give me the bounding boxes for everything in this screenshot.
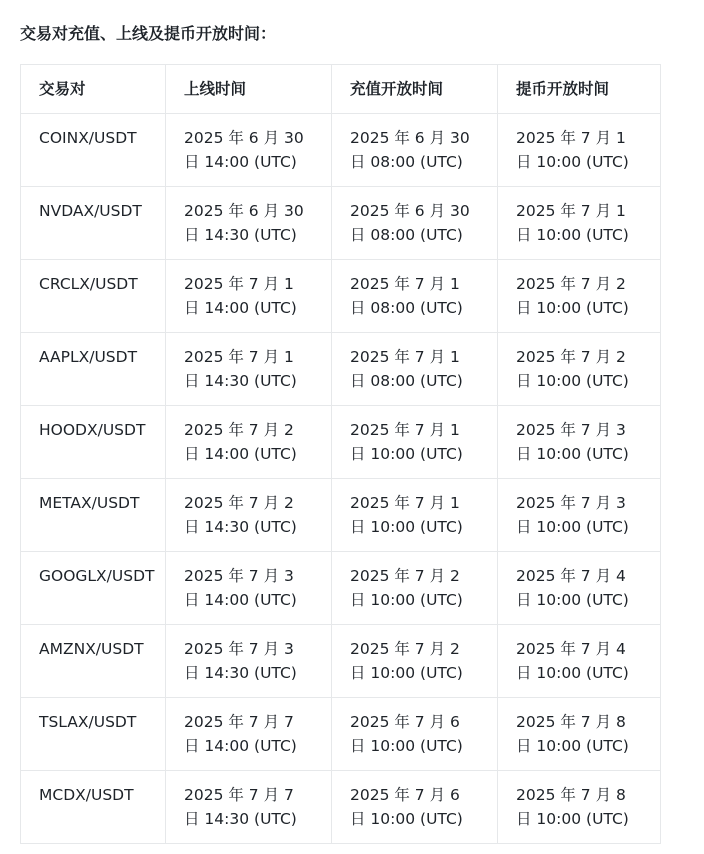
header-deposit-open-time: 充值开放时间 xyxy=(332,65,498,114)
cell-trading-pair: AAPLX/USDT xyxy=(21,333,166,406)
cell-trading-pair: HOODX/USDT xyxy=(21,406,166,479)
cell-listing-time: 2025 年 7 月 3 日 14:30 (UTC) xyxy=(166,625,332,698)
table-row xyxy=(21,406,661,479)
table-row xyxy=(21,698,661,771)
cell-withdrawal-open-time: 2025 年 7 月 4 日 10:00 (UTC) xyxy=(498,625,661,698)
table-row xyxy=(21,333,661,406)
cell-trading-pair: NVDAX/USDT xyxy=(21,187,166,260)
cell-trading-pair: AMZNX/USDT xyxy=(21,625,166,698)
cell-trading-pair: METAX/USDT xyxy=(21,479,166,552)
cell-deposit-open-time: 2025 年 6 月 30 日 08:00 (UTC) xyxy=(332,187,498,260)
cell-trading-pair: TSLAX/USDT xyxy=(21,698,166,771)
cell-withdrawal-open-time: 2025 年 7 月 1 日 10:00 (UTC) xyxy=(498,114,661,187)
cell-listing-time: 2025 年 6 月 30 日 14:30 (UTC) xyxy=(166,187,332,260)
cell-listing-time: 2025 年 7 月 7 日 14:30 (UTC) xyxy=(166,771,332,844)
cell-withdrawal-open-time: 2025 年 7 月 2 日 10:00 (UTC) xyxy=(498,333,661,406)
cell-deposit-open-time: 2025 年 7 月 1 日 10:00 (UTC) xyxy=(332,479,498,552)
cell-deposit-open-time: 2025 年 7 月 6 日 10:00 (UTC) xyxy=(332,771,498,844)
cell-listing-time: 2025 年 7 月 2 日 14:30 (UTC) xyxy=(166,479,332,552)
cell-trading-pair: MCDX/USDT xyxy=(21,771,166,844)
cell-deposit-open-time: 2025 年 7 月 6 日 10:00 (UTC) xyxy=(332,698,498,771)
header-trading-pair: 交易对 xyxy=(21,65,166,114)
cell-withdrawal-open-time: 2025 年 7 月 8 日 10:00 (UTC) xyxy=(498,771,661,844)
cell-listing-time: 2025 年 7 月 1 日 14:30 (UTC) xyxy=(166,333,332,406)
cell-trading-pair: GOOGLX/USDT xyxy=(21,552,166,625)
table-row xyxy=(21,187,661,260)
table-row xyxy=(21,552,661,625)
cell-listing-time: 2025 年 6 月 30 日 14:00 (UTC) xyxy=(166,114,332,187)
table-row xyxy=(21,260,661,333)
cell-withdrawal-open-time: 2025 年 7 月 2 日 10:00 (UTC) xyxy=(498,260,661,333)
listing-schedule-table xyxy=(20,64,661,844)
header-listing-time: 上线时间 xyxy=(166,65,332,114)
cell-deposit-open-time: 2025 年 7 月 1 日 10:00 (UTC) xyxy=(332,406,498,479)
section-heading: 交易对充值、上线及提币开放时间： xyxy=(20,24,277,43)
cell-listing-time: 2025 年 7 月 2 日 14:00 (UTC) xyxy=(166,406,332,479)
cell-withdrawal-open-time: 2025 年 7 月 4 日 10:00 (UTC) xyxy=(498,552,661,625)
cell-listing-time: 2025 年 7 月 1 日 14:00 (UTC) xyxy=(166,260,332,333)
cell-trading-pair: CRCLX/USDT xyxy=(21,260,166,333)
cell-deposit-open-time: 2025 年 7 月 1 日 08:00 (UTC) xyxy=(332,260,498,333)
cell-deposit-open-time: 2025 年 6 月 30 日 08:00 (UTC) xyxy=(332,114,498,187)
cell-trading-pair: COINX/USDT xyxy=(21,114,166,187)
cell-deposit-open-time: 2025 年 7 月 2 日 10:00 (UTC) xyxy=(332,552,498,625)
cell-withdrawal-open-time: 2025 年 7 月 8 日 10:00 (UTC) xyxy=(498,698,661,771)
table-row xyxy=(21,114,661,187)
table-row xyxy=(21,625,661,698)
header-withdrawal-open-time: 提币开放时间 xyxy=(498,65,661,114)
cell-deposit-open-time: 2025 年 7 月 1 日 08:00 (UTC) xyxy=(332,333,498,406)
cell-listing-time: 2025 年 7 月 3 日 14:00 (UTC) xyxy=(166,552,332,625)
table-row xyxy=(21,771,661,844)
cell-withdrawal-open-time: 2025 年 7 月 3 日 10:00 (UTC) xyxy=(498,406,661,479)
table-header-row xyxy=(21,65,661,114)
cell-withdrawal-open-time: 2025 年 7 月 1 日 10:00 (UTC) xyxy=(498,187,661,260)
table-row xyxy=(21,479,661,552)
cell-listing-time: 2025 年 7 月 7 日 14:00 (UTC) xyxy=(166,698,332,771)
cell-withdrawal-open-time: 2025 年 7 月 3 日 10:00 (UTC) xyxy=(498,479,661,552)
cell-deposit-open-time: 2025 年 7 月 2 日 10:00 (UTC) xyxy=(332,625,498,698)
